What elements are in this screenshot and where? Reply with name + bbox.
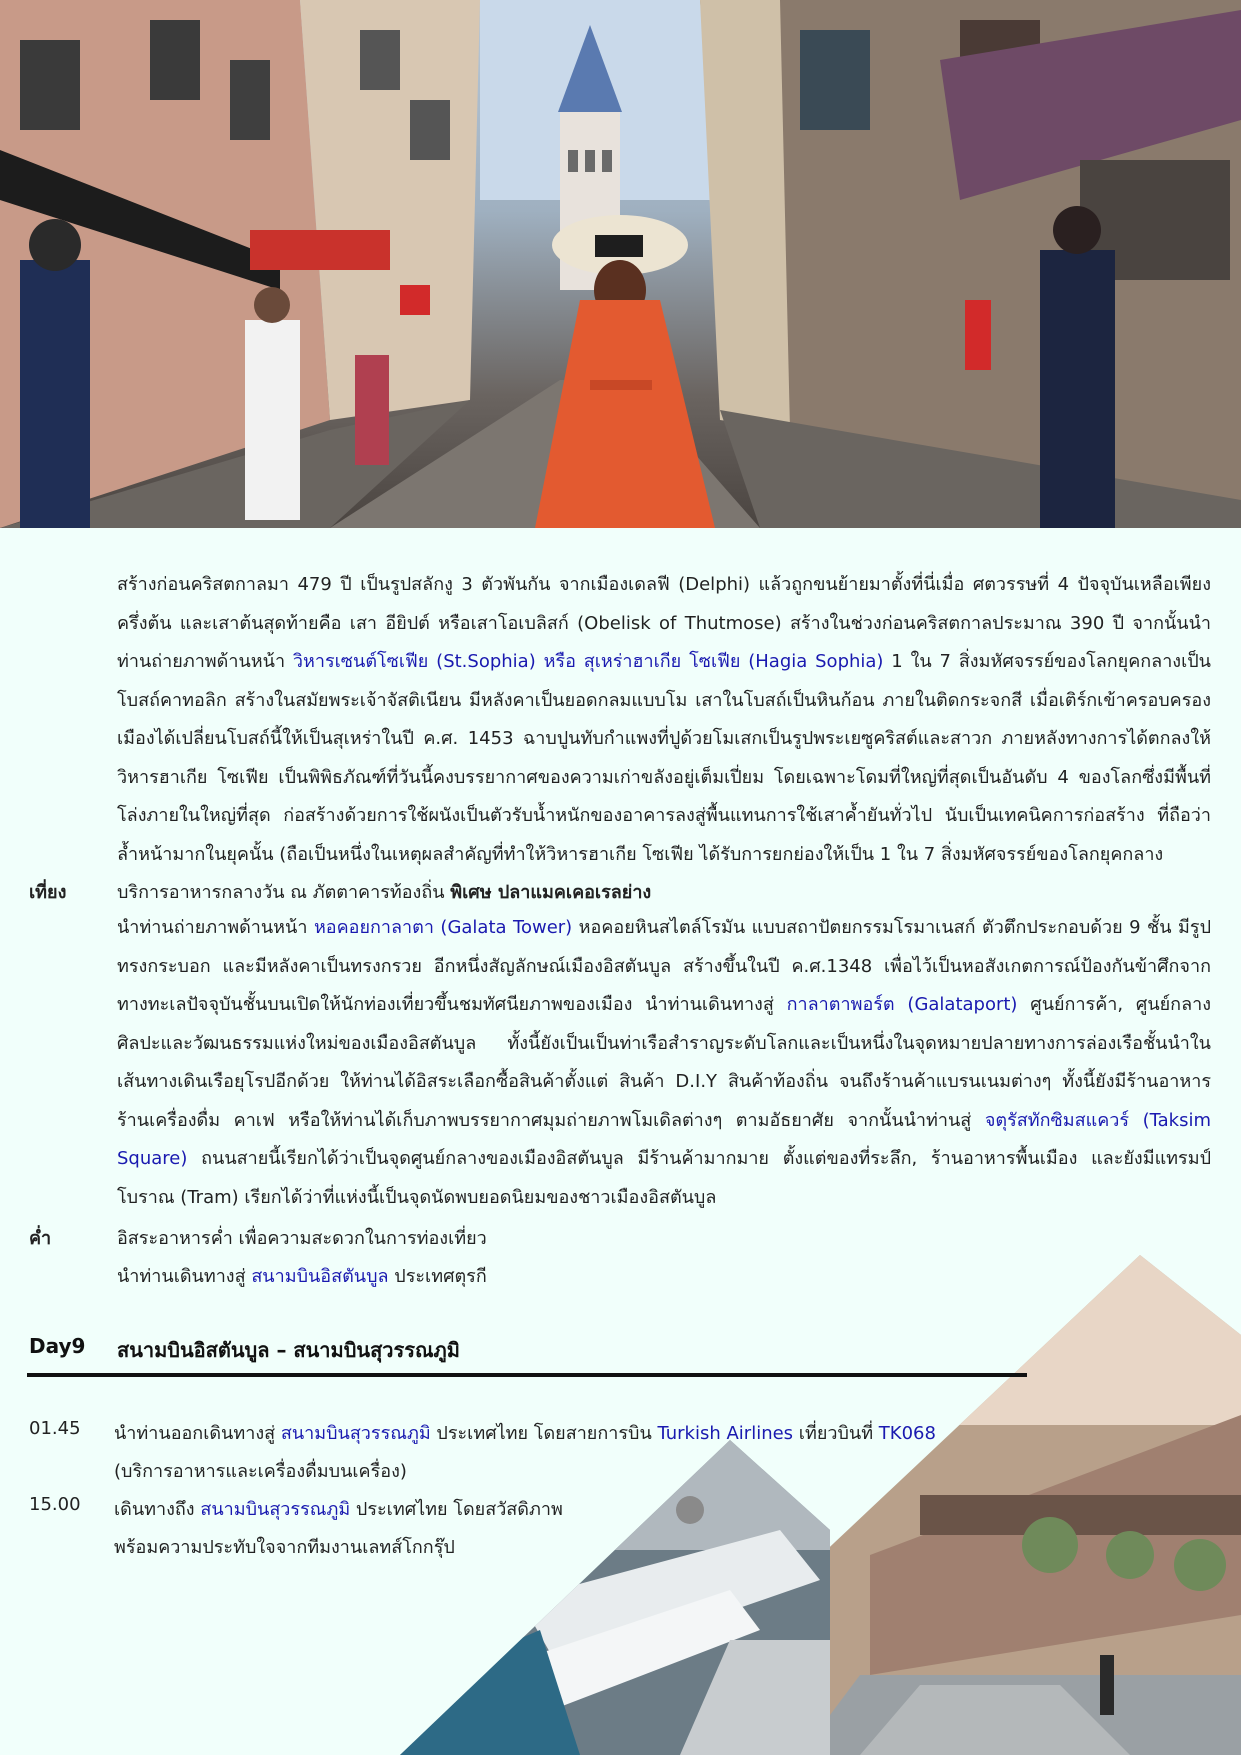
schedule-text: ประเทศไทย โดยสวัสดิภาพ <box>350 1499 563 1520</box>
schedule-text: เดินทางถึง <box>114 1499 201 1520</box>
hagia-sophia-highlight: วิหารเซนต์โซเฟีย (St.Sophia) หรือ สุเหร่าฮาเกีย โซเฟีย (Hagia Sophia) <box>292 651 884 672</box>
lunch-label: เที่ยง <box>29 882 67 903</box>
galata-street-illustration <box>0 0 1241 528</box>
suvarnabhumi-highlight: สนามบินสุวรรณภูมิ <box>200 1499 351 1520</box>
schedule-time: 15.00 <box>29 1494 81 1515</box>
schedule-note: พร้อมความประทับใจจากทีมงานเลทส์โกกรุ๊ป <box>114 1537 455 1558</box>
paragraph-hagia-sophia <box>117 566 1211 874</box>
schedule-text: ประเทศไทย โดยสายการบิน <box>430 1423 658 1444</box>
paragraph-text: ถนนสายนี้เรียกได้ว่าเป็นจุดศูนย์กลางของเมืองอิสตันบูล มีร้านค้ามากมาย ตั้งแต่ของที่ระลึก, ร้านอาหารพื้นเมือง และยังมีแทรมป์โบราณ (Tram) เรียกได้ว่าที่แห่งนี้เป็นจุดนัดพบยอดนิยมของชาวเมืองอิสตันบูล <box>117 1148 1211 1208</box>
galata-tower-highlight: หอคอยกาลาตา (Galata Tower) <box>313 917 573 938</box>
lunch-line <box>117 877 651 906</box>
day-divider <box>27 1373 1027 1377</box>
paragraph-text: ศูนย์การค้า, ศูนย์กลางศิลปะและวัฒนธรรมแห่งใหม่ของเมืองอิสตันบูล ทั้งนี้ยังเป็นเป็นท่าเรือสำราญระดับโลกและเป็นหนึ่งในจุดหมายปลายทางการล่องเรือชั้นนำในเส้นทางเดินเรือยุโรปอีกด้วย ให้ท่านได้อิสระเลือกซื้อสินค้าตั้งแต่ สินค้า D.I.Y สินค้าท้องถิ่น จนถึงร้านค้าแบรนเนมต่างๆ ทั้งนี้ยังมีร้านอาหาร ร้านเครื่องดื่ม คาเฟ หรือให้ท่านได้เก็บภาพบรรยากาศมุมถ่ายภาพโมเดิลต่างๆ ตามอัธยาศัย จากนั้นนำท่านสู่ <box>117 994 1212 1131</box>
paragraph-text: หอคอยหินสไตล์โรมัน แบบสถาปัตยกรรมโรมาเนสก์ ตัวตึกประกอบด้วย 9 ชั้น มีรูปทรงกระบอก และมีหลังคาเป็นทรงกรวย อีกหนึ่งสัญลักษณ์เมืองอิสตันบูล สร้างขึ้นในปี ค.ศ.1348 เพื่อไว้เป็นหอสังเกตการณ์ป้องกันข้าศึกจากทางทะเลปัจจุบันชั้นบนเปิดให้นักท่องเที่ยวขึ้นชมทัศนียภาพของเมือง นำท่านเดินทางสู่ <box>117 917 1211 1015</box>
lunch-text: บริการอาหารกลางวัน ณ ภัตตาคารท้องถิ่น <box>117 882 451 903</box>
cruise-ship-photo <box>400 1440 830 1755</box>
paragraph-text: สร้างก่อนคริสตกาลมา 479 ปี เป็นรูปสลักงู 3 ตัวพันกัน จากเมืองเดลฟี (Delphi) แล้วถูกขนย้ายมาตั้งที่นี่เมื่อ ศตวรรษที่ 4 ปัจจุบันเหลือเพียงครึ่งต้น และเสาต้นสุดท้ายคือ เสา อียิปต์ หรือเสาโอเบลิสก์ (Obelisk of Thutmose) สร้างในช่วงก่อนคริสตกาลประมาณ 390 ปี จากนั้นนำท่านถ่ายภาพด้านหน้า <box>117 574 1211 672</box>
schedule-text: เที่ยวบินที่ <box>793 1423 879 1444</box>
paragraph-text: 1 ใน 7 สิ่งมหัศจรรย์ของโลกยุคกลางเป็นโบสถ์คาทอลิก สร้างในสมัยพระเจ้าจัสติเนียน มีหลังคาเป็นยอดกลมแบบโม เสาในโบสถ์เป็นหินก้อน ภายในติดกระจกสี เมื่อเติร์กเข้าครอบครองเมืองได้เปลี่ยนโบสถ์นี้ให้เป็นสุเหร่าในปี ค.ศ. 1453 ฉาบปูนทับกำแพงที่ปูด้วยโมเสกเป็นรูปพระเยซูคริสต์และสาวก ภายหลังทางการได้ตกลงให้วิหารฮาเกีย โซเฟีย เป็นพิพิธภัณฑ์ที่วันนี้คงบรรยากาศของความเก่าขลังอยู่เต็มเปี่ยม โดยเฉพาะโดมที่ใหญ่ที่สุดเป็นอันดับ 4 ของโลกซึ่งมีพื้นที่โล่งภายในใหญ่ที่สุด ก่อสร้างด้วยการใช้ผนังเป็นตัวรับน้ำหนักของอาคารลงสู่พื้นแทนการใช้เสาค้ำยันทั่วไป นับเป็นเทคนิคการก่อสร้าง ที่ถือว่าล้ำหน้ามากในยุคนั้น (ถือเป็นหนึ่งในเหตุผลสำคัญที่ทำให้วิหารฮาเกีย โซเฟีย ได้รับการยกย่องให้เป็น 1 ใน 7 สิ่งมหัศจรรย์ของโลกยุคกลาง <box>117 651 1211 865</box>
transfer-line <box>117 1261 487 1290</box>
schedule-note: (บริการอาหารและเครื่องดื่มบนเครื่อง) <box>114 1461 407 1482</box>
schedule-time: 01.45 <box>29 1418 81 1439</box>
schedule-line <box>114 1494 563 1523</box>
lunch-special: พิเศษ ปลาแมคเคอเรลย่าง <box>450 882 652 903</box>
suvarnabhumi-highlight: สนามบินสุวรรณภูมิ <box>280 1423 431 1444</box>
istanbul-airport-highlight: สนามบินอิสตันบูล <box>251 1266 389 1287</box>
airline-highlight: Turkish Airlines <box>657 1423 794 1444</box>
galataport-photo <box>800 1255 1241 1755</box>
day-label: Day9 <box>29 1334 86 1358</box>
schedule-line <box>114 1418 936 1447</box>
transfer-text: ประเทศตุรกี <box>388 1266 487 1287</box>
dinner-label: ค่ำ <box>29 1228 52 1249</box>
dinner-text: อิสระอาหารค่ำ เพื่อความสะดวกในการท่องเที่ยว <box>117 1228 487 1249</box>
transfer-text: นำท่านเดินทางสู่ <box>117 1266 252 1287</box>
paragraph-galata <box>117 909 1211 1217</box>
taksim-square-highlight: จตุรัสทักซิมสแควร์ (Taksim Square) <box>117 1109 1211 1169</box>
day-title: สนามบินอิสตันบูล – สนามบินสุวรรณภูมิ <box>117 1338 460 1362</box>
paragraph-text: นำท่านถ่ายภาพด้านหน้า <box>117 917 314 938</box>
galataport-highlight: กาลาตาพอร์ต (Galataport) <box>786 994 1018 1015</box>
hero-photo <box>0 0 1241 528</box>
schedule-text: นำท่านออกเดินทางสู่ <box>114 1423 281 1444</box>
flight-number-highlight: TK068 <box>878 1423 936 1444</box>
